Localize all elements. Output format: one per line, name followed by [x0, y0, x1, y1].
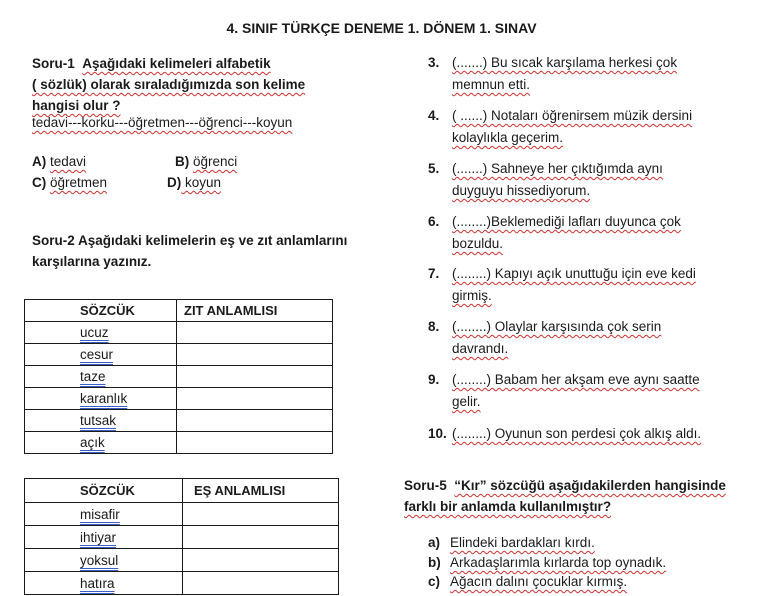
word-cell: ihtiyar: [80, 529, 117, 545]
word-cell: ucuz: [80, 325, 109, 340]
answer-cell[interactable]: [183, 572, 339, 595]
table-header-row: [25, 479, 339, 503]
soru1-question: Soru-1 Aşağıdaki kelimeleri alfabetik ( sözlük) olarak sıraladığımızda son kelime hangisi olur ?: [32, 56, 306, 113]
list-item: 10. (........) Oyunun son perdesi çok alkış aldı.: [428, 426, 702, 441]
word-cell: tutsak: [80, 413, 117, 428]
list-item: 3. (.......) Bu sıcak karşılama herkesi çok memnun etti.: [428, 55, 678, 92]
header-zit-anlamlisi: ZIT ANLAMLISI: [177, 300, 333, 322]
answer-cell[interactable]: [177, 344, 333, 366]
answer-cell[interactable]: [177, 322, 333, 344]
header-sozcuk: SÖZCÜK: [25, 300, 177, 322]
es-anlam-table: [24, 478, 339, 595]
table-row: [25, 503, 339, 526]
soru5-option-c[interactable]: c) Ağacın dalını çocuklar kırmış.: [428, 574, 628, 589]
answer-cell[interactable]: [183, 503, 339, 526]
soru5-option-b[interactable]: b) Arkadaşlarımla kırlarda top oynadık.: [428, 555, 667, 570]
soru1-option-b[interactable]: B) öğrenci: [175, 154, 238, 169]
table-row: [25, 432, 333, 454]
table-row: [25, 344, 333, 366]
soru1-option-d[interactable]: D) koyun: [167, 175, 222, 190]
soru1-option-a[interactable]: A) tedavi: [32, 154, 87, 169]
word-cell: açık: [80, 435, 105, 450]
word-cell: cesur: [80, 347, 114, 362]
table-row: [25, 388, 333, 410]
word-cell: hatıra: [80, 575, 115, 591]
soru1-word-list: tedavi---korku---öğretmen---öğrenci---koyun: [32, 115, 293, 130]
header-es-anlamlisi: EŞ ANLAMLISI: [183, 479, 339, 503]
list-item: 9. (........) Babam her akşam eve aynı saatte gelir.: [428, 372, 700, 409]
list-item: 8. (........) Olaylar karşısında çok serin davrandı.: [428, 319, 662, 356]
soru1-option-c[interactable]: C) öğretmen: [32, 175, 108, 190]
soru5-question: Soru-5 “Kır” sözcüğü aşağıdakilerden hangisinde farklı bir anlamda kullanılmıştır?: [404, 478, 726, 514]
word-cell: karanlık: [80, 391, 128, 406]
list-item: 5. (.......) Sahneye her çıktığımda aynı duyguyu hissediyorum.: [428, 161, 663, 198]
soru5-option-a[interactable]: a) Elindeki bardakları kırdı.: [428, 535, 595, 550]
soru1-label: Soru-1: [32, 56, 75, 71]
table-row: [25, 410, 333, 432]
zit-anlam-table: [24, 299, 333, 454]
page-title: 4. SINIF TÜRKÇE DENEME 1. DÖNEM 1. SINAV: [226, 20, 537, 36]
list-item: 4. ( ......) Notaları öğrenirsem müzik dersini kolaylıkla geçerim.: [428, 108, 693, 145]
answer-cell[interactable]: [177, 388, 333, 410]
soru5-label: Soru-5: [404, 478, 447, 493]
table-row: [25, 366, 333, 388]
answer-cell[interactable]: [183, 549, 339, 572]
word-cell: taze: [80, 369, 106, 384]
answer-cell[interactable]: [183, 526, 339, 549]
answer-cell[interactable]: [177, 432, 333, 454]
table-row: [25, 322, 333, 344]
word-cell: yoksul: [80, 552, 119, 568]
table-row: [25, 526, 339, 549]
list-item: 6. (........)Beklemediği lafları duyunca çok bozuldu.: [428, 214, 681, 251]
table-row: [25, 572, 339, 595]
answer-cell[interactable]: [177, 366, 333, 388]
word-cell: misafir: [80, 506, 120, 522]
answer-cell[interactable]: [177, 410, 333, 432]
table-row: [25, 549, 339, 572]
header-sozcuk: SÖZCÜK: [25, 479, 183, 503]
table-header-row: [25, 300, 333, 322]
list-item: 7. (........) Kapıyı açık unuttuğu için eve kedi girmiş.: [428, 266, 696, 303]
soru2-question: Soru-2 Aşağıdaki kelimelerin eş ve zıt anlamlarını karşılarına yazınız.: [32, 233, 348, 269]
